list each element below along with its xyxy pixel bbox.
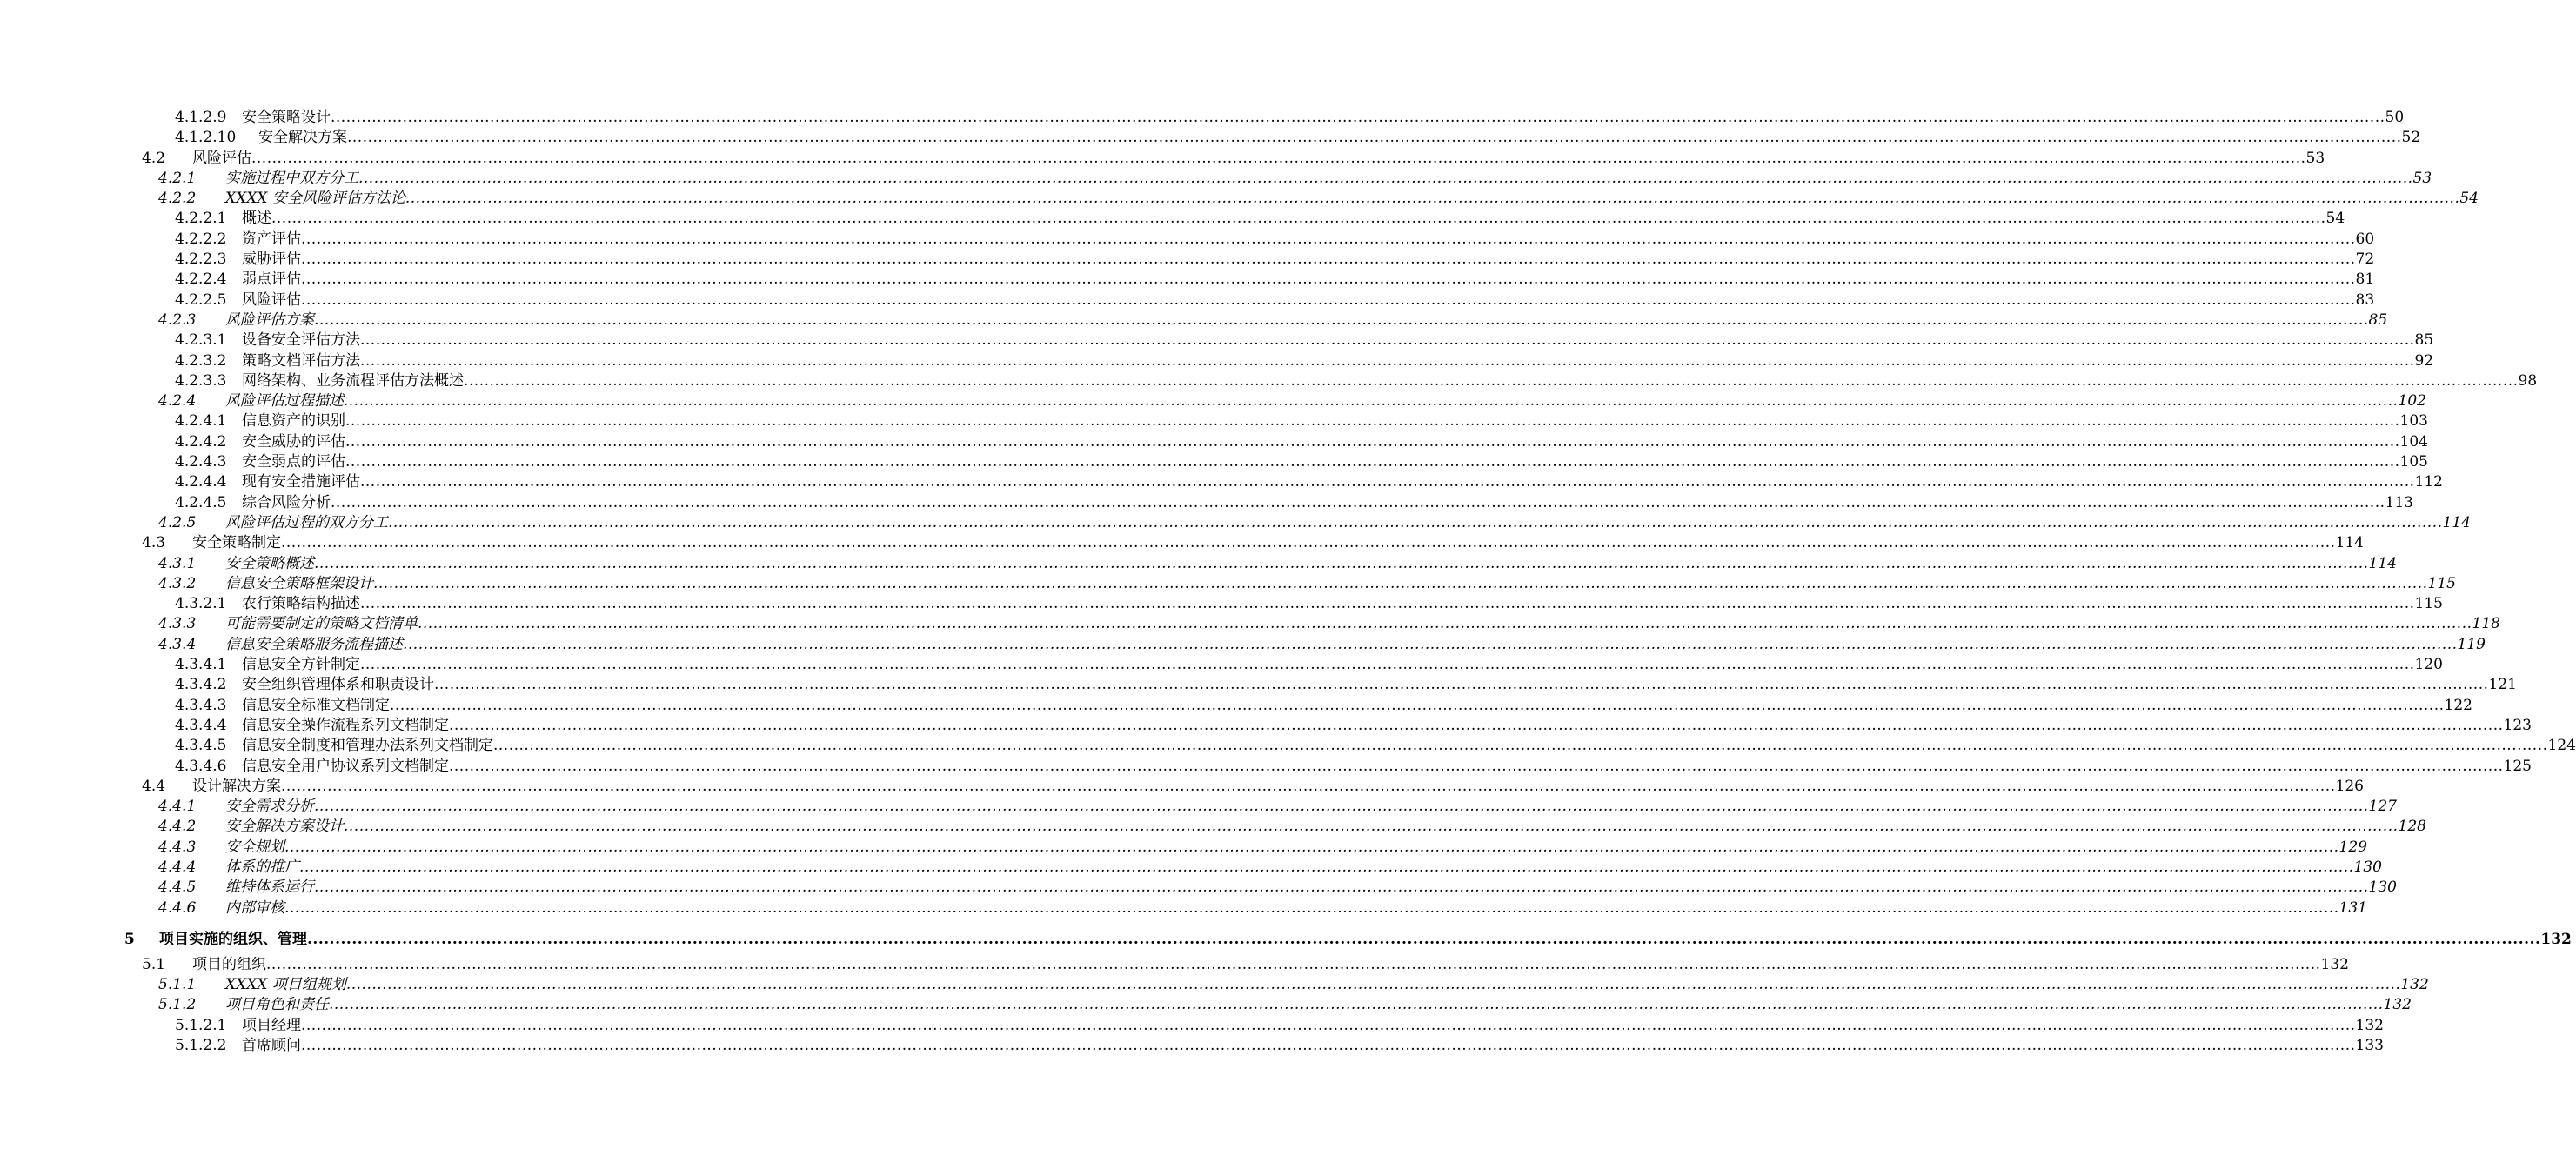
toc-entry-page: 104 <box>2399 432 2428 451</box>
toc-entry-page: 132 <box>2355 1016 2384 1034</box>
toc-entry[interactable] <box>0 955 2349 975</box>
toc-dot-leader: ................................................................................................................................................................................................................................................................................................................................................................................................................ <box>344 818 2399 836</box>
toc-dot-leader: ................................................................................................................................................................................................................................................................................................................................................................................................................ <box>344 392 2399 411</box>
toc-entry-title: 资产评估 <box>242 230 301 248</box>
toc-dot-leader: ................................................................................................................................................................................................................................................................................................................................................................................................................ <box>301 291 2356 309</box>
toc-dot-leader: ................................................................................................................................................................................................................................................................................................................................................................................................................ <box>301 1037 2356 1055</box>
toc-entry-page: 102 <box>2398 392 2426 411</box>
toc-entry-title: 安全规划 <box>225 838 284 856</box>
toc-entry-title: 维持体系运行 <box>225 878 314 897</box>
toc-entry-text <box>225 169 2432 189</box>
toc-entry-title: 体系的推广 <box>225 858 299 876</box>
toc-entry-page: 132 <box>2320 955 2349 973</box>
toc-entry-text <box>225 574 2456 594</box>
toc-entry-title: XXXX 安全风险评估方法论 <box>225 190 405 208</box>
toc-entry[interactable] <box>0 189 2479 209</box>
toc-entry-page: 112 <box>2414 473 2443 491</box>
toc-entry-text <box>242 411 2428 431</box>
toc-entry-title: 设计解决方案 <box>192 777 281 795</box>
toc-entry-text <box>192 533 2364 553</box>
toc-entry[interactable] <box>0 574 2456 594</box>
toc-entry-number: 4.2.1 <box>158 169 197 187</box>
toc-entry-page: 72 <box>2355 250 2375 269</box>
toc-entry-title: 风险评估方案 <box>225 311 314 329</box>
toc-entry[interactable] <box>0 250 2375 270</box>
toc-entry-number: 4.2.3.2 <box>175 351 227 370</box>
toc-dot-leader: ................................................................................................................................................................................................................................................................................................................................................................................................................ <box>358 169 2413 187</box>
toc-dot-leader: ................................................................................................................................................................................................................................................................................................................................................................................................................ <box>403 635 2458 653</box>
toc-entry-page: 83 <box>2355 291 2375 309</box>
toc-dot-leader: ................................................................................................................................................................................................................................................................................................................................................................................................................ <box>347 129 2402 147</box>
toc-entry-number: 4.3.4.5 <box>175 737 227 755</box>
toc-entry-number: 4.2.4.2 <box>175 432 227 451</box>
toc-entry-text <box>225 995 2412 1015</box>
toc-entry[interactable] <box>0 533 2364 553</box>
toc-entry[interactable] <box>0 797 2397 817</box>
toc-entry-title: 信息安全标准文档制定 <box>242 696 390 714</box>
toc-entry-title: 安全威胁的评估 <box>242 432 345 451</box>
toc-entry-number: 4.4.2 <box>158 818 197 836</box>
toc-entry-text <box>225 513 2471 533</box>
toc-entry[interactable] <box>0 391 2426 411</box>
toc-entry-page: 103 <box>2399 412 2428 431</box>
toc-entry[interactable] <box>0 331 2434 351</box>
toc-entry[interactable] <box>0 757 2532 777</box>
toc-entry[interactable] <box>0 411 2428 431</box>
toc-entry[interactable] <box>0 371 2538 391</box>
toc-entry-title: 风险评估过程描述 <box>225 392 344 411</box>
toc-dot-leader: ................................................................................................................................................................................................................................................................................................................................................................................................................ <box>281 534 2336 552</box>
toc-entry-number: 4.2.2.5 <box>175 291 227 309</box>
toc-entry-text <box>242 371 2538 391</box>
toc-entry-number: 5.1 <box>142 955 166 973</box>
toc-entry-page: 130 <box>2353 858 2382 876</box>
toc-entry[interactable] <box>0 858 2382 878</box>
toc-entry-number: 4.3.2.1 <box>175 595 227 613</box>
toc-entry-number: 4.2.3.1 <box>175 331 227 350</box>
toc-entry-title: 可能需要制定的策略文档清单 <box>225 615 418 633</box>
toc-dot-leader: ................................................................................................................................................................................................................................................................................................................................................................................................................ <box>449 757 2504 775</box>
toc-dot-leader: ................................................................................................................................................................................................................................................................................................................................................................................................................ <box>493 737 2548 755</box>
toc-entry[interactable] <box>0 128 2421 148</box>
toc-entry-title: 信息安全策略框架设计 <box>225 574 373 592</box>
toc-entry-title: 安全弱点的评估 <box>242 453 345 471</box>
toc-entry-page: 129 <box>2338 838 2367 856</box>
toc-entry-title: 信息资产的识别 <box>242 412 345 431</box>
toc-entry-number: 4.2.4.5 <box>175 493 227 511</box>
toc-entry-number: 4.2.4.1 <box>175 412 227 431</box>
toc-dot-leader: ................................................................................................................................................................................................................................................................................................................................................................................................................ <box>251 149 2306 167</box>
toc-dot-leader: ................................................................................................................................................................................................................................................................................................................................................................................................................ <box>299 858 2354 876</box>
toc-entry[interactable] <box>0 716 2532 736</box>
toc-entry[interactable] <box>0 513 2471 533</box>
toc-entry[interactable] <box>0 925 2572 953</box>
toc-entry-text <box>225 858 2382 878</box>
toc-dot-leader: ................................................................................................................................................................................................................................................................................................................................................................................................................ <box>345 976 2401 994</box>
toc-entry[interactable] <box>0 270 2375 290</box>
toc-entry[interactable] <box>0 291 2375 311</box>
toc-entry-text <box>242 716 2532 736</box>
toc-dot-leader: ................................................................................................................................................................................................................................................................................................................................................................................................................ <box>314 311 2369 329</box>
toc-dot-leader: ................................................................................................................................................................................................................................................................................................................................................................................................................ <box>266 955 2321 973</box>
toc-dot-leader: ................................................................................................................................................................................................................................................................................................................................................................................................................ <box>345 432 2400 451</box>
toc-entry[interactable] <box>0 675 2517 695</box>
toc-entry-text <box>225 975 2429 995</box>
toc-entry-page: 133 <box>2355 1037 2384 1055</box>
toc-entry-page: 114 <box>2368 554 2397 572</box>
toc-entry-page: 81 <box>2355 271 2375 289</box>
toc-entry-number: 4.3.4.4 <box>175 716 227 734</box>
toc-entry-text <box>225 311 2388 331</box>
toc-entry-number: 4.3.2 <box>158 574 197 592</box>
toc-dot-leader: ................................................................................................................................................................................................................................................................................................................................................................................................................ <box>314 554 2369 572</box>
toc-entry-page: 119 <box>2457 635 2486 653</box>
toc-entry-page: 132 <box>2383 996 2412 1014</box>
toc-entry-text <box>242 351 2434 371</box>
toc-entry-page: 115 <box>2414 595 2443 613</box>
toc-dot-leader: ................................................................................................................................................................................................................................................................................................................................................................................................................ <box>405 190 2460 208</box>
toc-entry-number: 4.2.5 <box>158 513 197 531</box>
toc-entry-title: 项目经理 <box>242 1016 301 1034</box>
toc-dot-leader: ................................................................................................................................................................................................................................................................................................................................................................................................................ <box>271 210 2326 228</box>
toc-entry-number: 4.3.3 <box>158 615 197 633</box>
toc-entry[interactable] <box>0 655 2443 675</box>
toc-entry-number: 4.2.3.3 <box>175 371 227 390</box>
toc-entry-page: 113 <box>2385 493 2413 511</box>
toc-entry-text <box>225 554 2397 574</box>
toc-entry-number: 5.1.1 <box>158 976 197 994</box>
toc-entry-text <box>242 1036 2384 1056</box>
toc-entry-title: 内部审核 <box>225 898 284 917</box>
toc-entry-title: 网络架构、业务流程评估方法概述 <box>242 371 464 390</box>
toc-entry-page: 114 <box>2335 534 2364 552</box>
toc-entry-text <box>225 189 2479 209</box>
toc-entry-number: 4.2.4.4 <box>175 473 227 491</box>
toc-entry-title: 项目实施的组织、管理 <box>159 930 307 948</box>
toc-entry-number: 4.4.5 <box>158 878 197 897</box>
toc-entry[interactable] <box>0 736 2576 756</box>
toc-entry-number: 4.4.1 <box>158 798 197 816</box>
toc-entry-page: 98 <box>2518 371 2538 390</box>
toc-entry-text <box>225 838 2367 858</box>
toc-dot-leader: ................................................................................................................................................................................................................................................................................................................................................................................................................ <box>373 574 2428 592</box>
toc-entry-page: 122 <box>2444 696 2472 714</box>
toc-entry-title: 信息安全策略服务流程描述 <box>225 635 403 653</box>
toc-entry-page: 125 <box>2503 757 2532 775</box>
toc-entry-text <box>225 391 2426 411</box>
toc-entry-page: 60 <box>2355 230 2375 248</box>
toc-entry-number: 4.3.4.3 <box>175 696 227 714</box>
toc-entry-title: 安全策略概述 <box>225 554 314 572</box>
toc-dot-leader: ................................................................................................................................................................................................................................................................................................................................................................................................................ <box>301 271 2356 289</box>
toc-entry-number: 5 <box>124 930 135 948</box>
toc-dot-leader: ................................................................................................................................................................................................................................................................................................................................................................................................................ <box>301 230 2356 248</box>
toc-entry-page: 85 <box>2414 331 2434 350</box>
toc-entry[interactable] <box>0 311 2388 331</box>
toc-dot-leader: ................................................................................................................................................................................................................................................................................................................................................................................................................ <box>418 615 2472 633</box>
toc-entry-page: 118 <box>2472 615 2500 633</box>
toc-entry-text <box>225 898 2367 918</box>
toc-entry-number: 4.2.2.3 <box>175 250 227 269</box>
toc-entry-number: 4.2 <box>142 149 166 167</box>
toc-entry-number: 4.2.4 <box>158 392 197 411</box>
toc-entry-number: 4.1.2.10 <box>175 129 237 147</box>
toc-entry[interactable] <box>0 493 2413 513</box>
toc-dot-leader: ................................................................................................................................................................................................................................................................................................................................................................................................................ <box>329 996 2384 1014</box>
toc-entry-page: 128 <box>2398 818 2426 836</box>
toc-entry-page: 53 <box>2305 149 2325 167</box>
toc-entry-text <box>258 128 2421 148</box>
toc-dot-leader: ................................................................................................................................................................................................................................................................................................................................................................................................................ <box>284 898 2339 917</box>
toc-entry-title: 风险评估 <box>242 291 301 309</box>
toc-entry[interactable] <box>0 452 2428 472</box>
toc-entry-number: 4.2.2.4 <box>175 271 227 289</box>
toc-entry-text <box>225 817 2426 837</box>
toc-entry-page: 123 <box>2503 716 2532 734</box>
toc-entry-number: 4.3.4 <box>158 635 197 653</box>
toc-entry-number: 4.2.2.1 <box>175 210 227 228</box>
toc-dot-leader: ................................................................................................................................................................................................................................................................................................................................................................................................................ <box>360 351 2415 370</box>
toc-entry[interactable] <box>0 432 2428 452</box>
toc-entry-number: 4.3.4.2 <box>175 676 227 694</box>
toc-entry-page: 92 <box>2414 351 2434 370</box>
toc-entry[interactable] <box>0 777 2364 797</box>
toc-entry-text <box>225 797 2397 817</box>
toc-dot-leader: ................................................................................................................................................................................................................................................................................................................................................................................................................ <box>331 493 2385 511</box>
toc-entry-title: 设备安全评估方法 <box>242 331 360 350</box>
toc-entry[interactable] <box>0 169 2432 189</box>
toc-entry-title: 现有安全措施评估 <box>242 473 360 491</box>
toc-entry-number: 4.3.4.6 <box>175 757 227 775</box>
toc-dot-leader: ................................................................................................................................................................................................................................................................................................................................................................................................................ <box>360 331 2415 350</box>
toc-entry-title: 弱点评估 <box>242 271 301 289</box>
toc-entry-number: 5.1.2.1 <box>175 1016 227 1034</box>
toc-entry[interactable] <box>0 149 2325 169</box>
toc-entry[interactable] <box>0 1016 2384 1036</box>
toc-entry-text <box>242 108 2405 128</box>
toc-entry-number: 4.4.3 <box>158 838 197 856</box>
toc-dot-leader: ................................................................................................................................................................................................................................................................................................................................................................................................................ <box>345 412 2400 431</box>
toc-entry-title: 信息安全制度和管理办法系列文档制定 <box>242 737 493 755</box>
toc-entry-page: 121 <box>2488 676 2517 694</box>
toc-dot-leader: ................................................................................................................................................................................................................................................................................................................................................................................................................ <box>464 371 2519 390</box>
toc-entry-title: 安全解决方案 <box>258 129 347 147</box>
toc-dot-leader: ................................................................................................................................................................................................................................................................................................................................................................................................................ <box>301 1016 2356 1034</box>
toc-entry-title: 项目角色和责任 <box>225 996 329 1014</box>
toc-entry-title: 安全策略制定 <box>192 534 281 552</box>
toc-entry-title: 综合风险分析 <box>242 493 331 511</box>
toc-entry-title: 策略文档评估方法 <box>242 351 360 370</box>
toc-entry-text <box>242 331 2434 351</box>
toc-entry-page: 115 <box>2427 574 2456 592</box>
toc-entry-number: 4.2.3 <box>158 311 197 329</box>
toc-entry[interactable] <box>0 635 2486 655</box>
toc-entry[interactable] <box>0 614 2500 634</box>
toc-entry-page: 124 <box>2547 737 2576 755</box>
toc-entry-title: 项目的组织 <box>192 955 266 973</box>
toc-entry-text <box>242 452 2428 472</box>
toc-entry-number: 5.1.2 <box>158 996 197 1014</box>
toc-entry[interactable] <box>0 898 2367 918</box>
toc-entry[interactable] <box>0 209 2345 229</box>
toc-dot-leader: ................................................................................................................................................................................................................................................................................................................................................................................................................ <box>281 777 2336 795</box>
toc-entry-page: 132 <box>2540 930 2572 948</box>
toc-entry-text <box>242 655 2443 675</box>
toc-entry-text <box>242 675 2517 695</box>
toc-entry[interactable] <box>0 975 2429 995</box>
toc-entry-title: 概述 <box>242 210 271 228</box>
toc-dot-leader: ................................................................................................................................................................................................................................................................................................................................................................................................................ <box>360 473 2415 491</box>
toc-entry[interactable] <box>0 351 2434 371</box>
toc-entry-page: 114 <box>2442 513 2471 531</box>
toc-entry[interactable] <box>0 554 2397 574</box>
toc-entry[interactable] <box>0 838 2367 858</box>
toc-entry-title: 信息安全用户协议系列文档制定 <box>242 757 449 775</box>
toc-entry-number: 4.4.6 <box>158 898 197 917</box>
toc-entry-text <box>242 432 2428 452</box>
toc-entry-text <box>225 635 2486 655</box>
toc-entry-text <box>242 270 2375 290</box>
toc-entry-text <box>225 614 2500 634</box>
toc-entry-number: 5.1.2.2 <box>175 1037 227 1055</box>
toc-entry-text <box>159 925 2572 953</box>
toc-entry-title: 实施过程中双方分工 <box>225 169 358 187</box>
toc-entry[interactable] <box>0 594 2443 614</box>
toc-entry-title: 安全需求分析 <box>225 798 314 816</box>
toc-entry-text <box>242 1016 2384 1036</box>
toc-entry-text <box>242 736 2576 756</box>
toc-entry-page: 50 <box>2385 109 2405 126</box>
toc-dot-leader: ................................................................................................................................................................................................................................................................................................................................................................................................................ <box>390 696 2445 714</box>
toc-entry[interactable] <box>0 878 2397 898</box>
table-of-contents <box>0 108 2576 1056</box>
toc-entry-text <box>242 209 2345 229</box>
toc-entry-title: XXXX 项目组规划 <box>225 976 346 994</box>
toc-entry-page: 132 <box>2400 976 2429 994</box>
toc-entry-text <box>242 291 2375 311</box>
toc-entry-number: 4.4 <box>142 777 166 795</box>
toc-entry-text <box>242 696 2472 716</box>
toc-dot-leader: ................................................................................................................................................................................................................................................................................................................................................................................................................ <box>360 595 2415 613</box>
toc-entry-page: 127 <box>2368 798 2397 816</box>
toc-entry-text <box>242 757 2532 777</box>
toc-entry-text <box>242 230 2375 250</box>
toc-entry-title: 风险评估 <box>192 149 251 167</box>
toc-entry-text <box>242 594 2443 614</box>
toc-entry-page: 105 <box>2399 453 2428 471</box>
toc-entry-text <box>242 493 2413 513</box>
toc-entry-page: 126 <box>2335 777 2364 795</box>
toc-entry-number: 4.1.2.9 <box>175 109 227 126</box>
toc-entry[interactable] <box>0 1036 2384 1056</box>
toc-entry-title: 风险评估过程的双方分工 <box>225 513 388 531</box>
toc-entry-title: 安全策略设计 <box>242 109 331 126</box>
toc-entry[interactable] <box>0 472 2443 492</box>
toc-entry-page: 54 <box>2459 190 2479 208</box>
toc-dot-leader: ................................................................................................................................................................................................................................................................................................................................................................................................................ <box>331 109 2385 126</box>
toc-entry-page: 53 <box>2412 169 2432 187</box>
toc-entry[interactable] <box>0 108 2405 128</box>
toc-entry-text <box>242 472 2443 492</box>
toc-entry-title: 安全组织管理体系和职责设计 <box>242 676 434 694</box>
toc-entry-page: 131 <box>2338 898 2367 917</box>
toc-entry-number: 4.2.2 <box>158 190 197 208</box>
toc-dot-leader: ................................................................................................................................................................................................................................................................................................................................................................................................................ <box>388 513 2443 531</box>
toc-dot-leader: ................................................................................................................................................................................................................................................................................................................................................................................................................ <box>360 656 2415 674</box>
toc-entry-title: 威胁评估 <box>242 250 301 269</box>
toc-entry-page: 130 <box>2368 878 2397 897</box>
toc-entry[interactable] <box>0 995 2412 1015</box>
toc-entry-title: 首席顾问 <box>242 1037 301 1055</box>
toc-entry-page: 85 <box>2368 311 2388 329</box>
toc-dot-leader: ................................................................................................................................................................................................................................................................................................................................................................................................................ <box>314 878 2369 897</box>
toc-entry-page: 54 <box>2325 210 2345 228</box>
toc-entry-page: 120 <box>2414 656 2443 674</box>
toc-dot-leader: ................................................................................................................................................................................................................................................................................................................................................................................................................ <box>345 453 2400 471</box>
toc-entry-number: 4.4.4 <box>158 858 197 876</box>
toc-entry-text <box>192 955 2349 975</box>
toc-entry[interactable] <box>0 696 2472 716</box>
toc-dot-leader: ................................................................................................................................................................................................................................................................................................................................................................................................................ <box>449 716 2504 734</box>
toc-entry[interactable] <box>0 230 2375 250</box>
toc-entry[interactable] <box>0 817 2426 837</box>
toc-dot-leader: ................................................................................................................................................................................................................................................................................................................................................................................................................ <box>301 250 2356 269</box>
toc-entry-number: 4.3.1 <box>158 554 197 572</box>
toc-entry-title: 信息安全方针制定 <box>242 656 360 674</box>
toc-entry-text <box>192 149 2325 169</box>
toc-entry-number: 4.2.4.3 <box>175 453 227 471</box>
toc-entry-page: 52 <box>2401 129 2421 147</box>
toc-entry-text <box>192 777 2364 797</box>
toc-entry-number: 4.3.4.1 <box>175 656 227 674</box>
toc-entry-title: 安全解决方案设计 <box>225 818 344 836</box>
toc-dot-leader: ................................................................................................................................................................................................................................................................................................................................................................................................................ <box>284 838 2339 856</box>
toc-dot-leader: ................................................................................................................................................................................................................................................................................................................................................................................................................ <box>307 930 2541 948</box>
toc-entry-number: 4.3 <box>142 534 166 552</box>
toc-dot-leader: ................................................................................................................................................................................................................................................................................................................................................................................................................ <box>314 798 2369 816</box>
toc-entry-number: 4.2.2.2 <box>175 230 227 248</box>
toc-dot-leader: ................................................................................................................................................................................................................................................................................................................................................................................................................ <box>434 676 2489 694</box>
toc-entry-text <box>242 250 2375 270</box>
toc-entry-title: 农行策略结构描述 <box>242 595 360 613</box>
toc-entry-title: 信息安全操作流程系列文档制定 <box>242 716 449 734</box>
toc-entry-text <box>225 878 2397 898</box>
